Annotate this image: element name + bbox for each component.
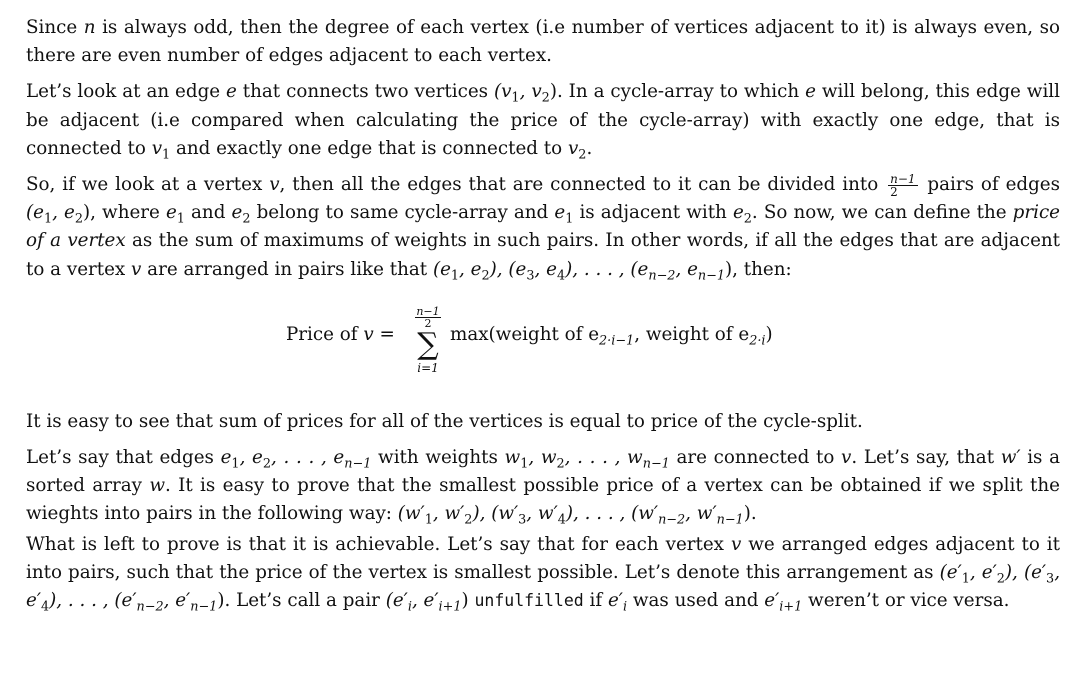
text: ). xyxy=(743,503,757,525)
upper-limit-numerator: n−1 xyxy=(416,304,440,318)
math-var: e xyxy=(554,202,566,224)
formula-rhs-text: max(weight of e xyxy=(450,323,600,345)
math-sub: 1 xyxy=(961,571,970,587)
math: , e′ xyxy=(26,561,1061,612)
math: (e′ xyxy=(939,561,962,583)
math-sub: 3 xyxy=(1046,571,1055,587)
math: ), (w′ xyxy=(472,503,519,525)
math: e xyxy=(220,447,232,469)
math: (e xyxy=(432,258,451,280)
math-var: v xyxy=(131,258,142,280)
formula-rhs-text: ) xyxy=(765,323,773,345)
fraction xyxy=(888,173,917,198)
math: , e xyxy=(675,258,698,280)
math-sub: 1 xyxy=(450,268,460,284)
text: weren’t or vice versa. xyxy=(802,590,1010,612)
math: , v xyxy=(519,81,542,103)
math-sub: 1 xyxy=(176,211,185,227)
text: and exactly one edge that is connected to xyxy=(170,137,568,159)
text: . So now, we can define the xyxy=(751,202,1013,224)
math-sub: 4 xyxy=(40,599,50,615)
math: , e xyxy=(239,447,263,469)
math: e′ xyxy=(607,590,623,612)
math-sub: 2 xyxy=(578,147,587,163)
text: if xyxy=(583,590,608,612)
math-sub: 2·i xyxy=(749,333,766,349)
math: , e xyxy=(459,258,482,280)
paragraph-edge xyxy=(26,78,1060,163)
math-var: e xyxy=(226,81,237,103)
text: is adjacent with xyxy=(573,202,733,224)
math-sub: 2 xyxy=(481,268,490,284)
math-sub: 2·i−1 xyxy=(599,333,635,349)
text: ). In a cycle-array to which xyxy=(549,81,806,103)
math: w xyxy=(504,447,521,469)
text: ). Let’s call a pair xyxy=(217,590,386,612)
math: e′ xyxy=(764,590,780,612)
math-sub: 1 xyxy=(511,91,520,107)
document-page xyxy=(26,14,1060,623)
math: , w′ xyxy=(432,503,465,525)
math-sub: i+1 xyxy=(779,599,803,615)
summation xyxy=(408,306,448,375)
math-sub: 2 xyxy=(541,91,550,107)
text: and xyxy=(184,202,232,224)
math: , e xyxy=(52,202,75,224)
math: (v xyxy=(493,81,512,103)
paragraph-degree xyxy=(26,14,1060,70)
math-sub: 1 xyxy=(231,456,240,472)
math: , . . . , w xyxy=(564,447,643,469)
formula-lhs xyxy=(286,324,395,345)
math-sub: i xyxy=(622,599,628,615)
math-var: v xyxy=(730,533,742,555)
paragraph-achievable xyxy=(26,531,1060,616)
math: , . . . , e xyxy=(271,447,345,469)
paragraph-pairs xyxy=(26,171,1060,284)
text: with weights xyxy=(371,447,505,469)
math-sub: n−2 xyxy=(136,599,164,615)
text: pairs of edges xyxy=(920,174,1061,196)
math: ), (e′ xyxy=(1004,561,1047,583)
fraction-denominator: 2 xyxy=(890,184,898,199)
math-sub: 4 xyxy=(556,268,566,284)
math-var: e xyxy=(805,81,816,103)
math: ), . . . , (w′ xyxy=(565,503,659,525)
math: , e′ xyxy=(163,590,191,612)
math: , w′ xyxy=(685,503,717,525)
math-var: e xyxy=(732,202,744,224)
text: we arranged edges adjacent to it into pairs, such that the price of the vertex is smallest possible. Let’s denote this arrangement as xyxy=(26,533,1060,583)
math-sub: 2 xyxy=(464,513,473,529)
math-sub: 2 xyxy=(556,456,565,472)
paragraph-sum-of-prices: It is easy to see that sum of prices for all of the vertices is equal to price of the cycle-split. xyxy=(26,410,863,432)
math-var: v xyxy=(363,323,374,345)
math-sub: n−1 xyxy=(697,268,726,284)
text: that connects two vertices xyxy=(236,81,494,103)
math: ), . . . , (e′ xyxy=(49,590,137,612)
summation-upper-limit xyxy=(415,306,440,329)
math-var: e xyxy=(165,202,177,224)
text: What is left to prove is that it is achievable. Let’s say that for each vertex xyxy=(26,533,731,555)
text: . xyxy=(586,137,593,159)
math: ) xyxy=(83,202,91,224)
math-sub: 1 xyxy=(424,513,433,529)
math: , e xyxy=(534,258,557,280)
math-sub: 1 xyxy=(43,211,53,227)
text: was used and xyxy=(627,590,765,612)
sigma-symbol: ∑ xyxy=(417,326,439,362)
text: are connected to xyxy=(669,447,842,469)
text: , where xyxy=(90,202,166,224)
math: , e′ xyxy=(969,561,997,583)
math: ), (e xyxy=(489,258,527,280)
math: (e xyxy=(26,202,44,224)
math-sub: n−1 xyxy=(642,456,670,472)
math-sub: n−2 xyxy=(658,513,686,529)
math-var: v xyxy=(567,137,579,159)
math-sub: 2 xyxy=(242,211,251,227)
math-var: v xyxy=(269,174,280,196)
text: . It is easy to prove that the smallest possible price of a vertex can be obtained if we split the wieghts into pairs in the following way: xyxy=(26,475,1060,525)
math: (e′ xyxy=(385,590,408,612)
math-sub: n−1 xyxy=(344,456,372,472)
math: (w′ xyxy=(397,503,425,525)
text: are arranged in pairs like that xyxy=(141,258,433,280)
summation-lower-limit: i=1 xyxy=(417,360,439,375)
math: , w xyxy=(528,447,557,469)
price-formula xyxy=(26,298,1060,390)
math: , e′ xyxy=(411,590,439,612)
upper-limit-denominator: 2 xyxy=(424,316,432,330)
emphasis-term: price of a vertex xyxy=(26,202,1061,252)
math-sub: 4 xyxy=(557,513,566,529)
math: ), . . . , (e xyxy=(565,258,649,280)
math: , w′ xyxy=(526,503,558,525)
math-var: e xyxy=(231,202,243,224)
math-sub: 3 xyxy=(526,268,535,284)
math-var: w xyxy=(149,475,165,497)
math: ) xyxy=(725,258,733,280)
math-sub: 2 xyxy=(743,211,752,227)
math: ) xyxy=(461,590,469,612)
text: will belong, this edge will be adjacent (i.e compared when calculating the price of the cycle-array) with exactly one edge, that is connected to xyxy=(26,81,1060,159)
math-sub: i+1 xyxy=(438,599,462,615)
text: is always odd, then the degree of each vertex (i.e number of vertices adjacent to it) is always even, so there are even number of edges adjacent to each vertex. xyxy=(26,17,1061,67)
math-sub: 2 xyxy=(996,571,1005,587)
math-sub: 2 xyxy=(262,456,272,472)
math-sub: i xyxy=(407,599,412,615)
formula-rhs-text: , weight of e xyxy=(634,323,750,345)
code-term: unfulfilled xyxy=(474,591,584,611)
text: as the sum of maximums of weights in such pairs. In other words, if all the edges that are adjacent to a vertex xyxy=(26,230,1061,280)
math-var: w′ xyxy=(1000,447,1021,469)
text: Since xyxy=(26,17,84,38)
formula-lhs-text: Price of xyxy=(286,323,364,345)
math-var: n xyxy=(83,17,96,38)
paragraph-sorted-weights xyxy=(26,444,1060,529)
text: Let’s look at an edge xyxy=(26,81,227,103)
text: belong to same cycle-array and xyxy=(250,202,555,224)
math-sub: 2 xyxy=(74,211,83,227)
math-sub: n−1 xyxy=(716,513,744,529)
text: Let’s say that edges xyxy=(26,447,221,469)
math-sub: 1 xyxy=(162,147,171,163)
text: , then all the edges that are connected to it can be divided into xyxy=(279,174,886,196)
math-sub: 3 xyxy=(518,513,527,529)
formula-rhs xyxy=(450,323,773,349)
text: , then: xyxy=(732,258,792,280)
math-sub: 1 xyxy=(520,456,529,472)
equals-sign: = xyxy=(373,323,395,345)
fraction-numerator: n−1 xyxy=(890,171,916,186)
math-sub: 1 xyxy=(565,211,574,227)
math-sub: n−2 xyxy=(648,268,676,284)
math-var: v xyxy=(841,447,852,469)
text: is a sorted array xyxy=(26,447,1060,497)
text: . Let’s say, that xyxy=(851,447,1001,469)
text: So, if we look at a vertex xyxy=(26,174,270,196)
math-sub: n−1 xyxy=(190,599,218,615)
math-var: v xyxy=(151,137,163,159)
